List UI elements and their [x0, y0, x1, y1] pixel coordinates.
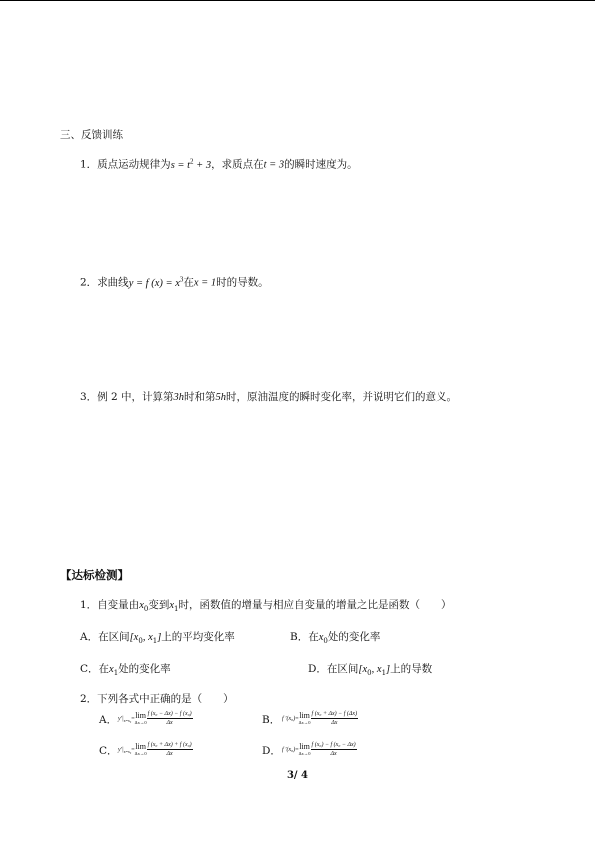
question-number: 3．: [80, 391, 98, 403]
option-b: B．在$x_0$处的变化率: [290, 631, 381, 646]
question-2: 2．求曲线y = f $(x) = x^3$在x = 1时的导数。: [80, 275, 269, 289]
option-d: D．在区间[$x_0$, $x_1$]上的导数: [308, 663, 433, 678]
option-c: C．在$x_1$处的变化率: [80, 663, 171, 678]
option-d-label: D．: [262, 745, 281, 757]
question-number: 1．: [80, 158, 98, 171]
section-title-check: 【达标检测】: [60, 568, 129, 582]
formula: t = 3: [263, 159, 285, 171]
formula: y = f $(x) = x^3$: [128, 275, 184, 289]
check-question-1: 1．自变量由$x_0$变到$x_1$时，函数值的增量与相应自变量的增量之比是函数（ ）: [80, 599, 452, 614]
section-title-feedback: 三、反馈训练: [60, 129, 123, 141]
question-text: 质点运动规律为: [97, 158, 171, 171]
formula: x = 1: [193, 277, 217, 289]
page-number: 3/ 4: [286, 770, 309, 781]
option-a: A．在区间[$x_0$, $x_1$]上的平均变化率: [80, 631, 235, 646]
option-a-formula: $y'|_{x=x_0}=\lim$ Δx→0 $\frac{\text{f (x₀ − Δx) − f (x₀)}}{\Delta x}$: [118, 711, 192, 726]
top-rule: [0, 0, 595, 1]
question-number: 2．: [80, 276, 98, 289]
formula: $s = t^2 + 3$: [170, 157, 212, 171]
option-a-label: A．: [99, 714, 118, 726]
question-3: 3．例 2 中，计算第3h时和第5h时，原油温度的瞬时变化率，并说明它们的意义。: [80, 391, 458, 403]
option-c-formula: $y'|_{x=x_0}=\lim$ Δx→0 $\frac{\text{f (x₀ + Δx) + f (x₀)}}{\Delta x}$: [118, 742, 192, 757]
option-c-label: C．: [99, 745, 118, 757]
option-d-formula: f ′(x₀)=lim Δx→0 $\frac{\text{f (x₀) − f (x₀ − Δx)}}{\Delta x}$: [282, 742, 356, 757]
question-1: 1．质点运动规律为$s = t^2 + 3$，求质点在t = 3的瞬时速度为。: [80, 157, 358, 171]
check-question-2: 2．下列各式中正确的是（ ）: [80, 693, 234, 705]
option-b-label: B．: [262, 714, 281, 726]
option-b-formula: f ′(x₀)=lim Δx→0 $\frac{\text{f (x₀ + Δx) − f (Δx)}}{\Delta x}$: [282, 711, 358, 726]
